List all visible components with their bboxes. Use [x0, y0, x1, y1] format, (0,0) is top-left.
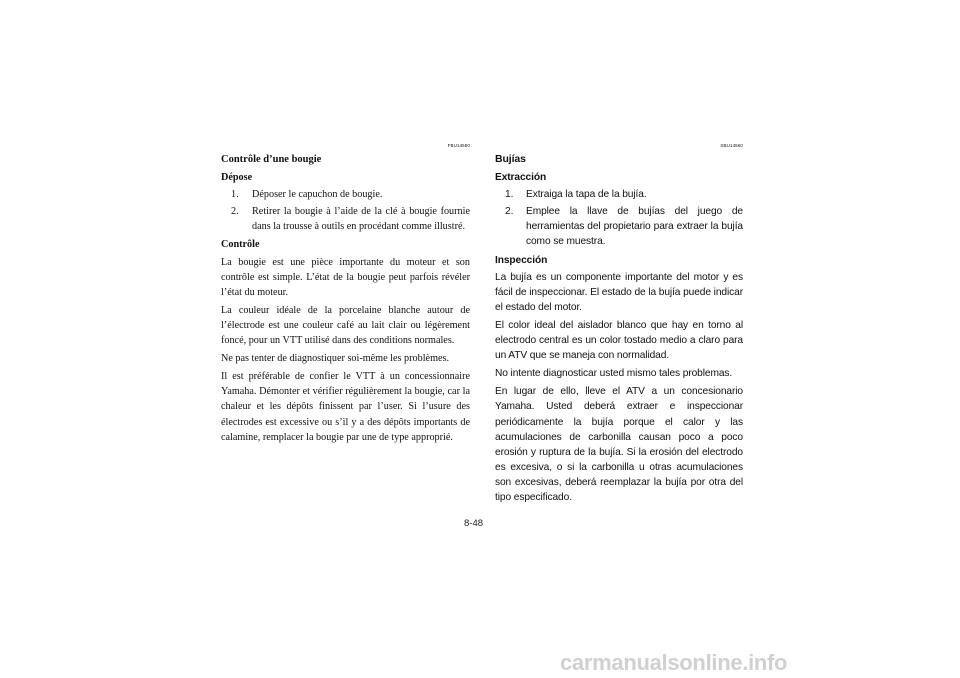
step-number: 1. — [231, 189, 239, 201]
removal-steps — [495, 187, 743, 249]
inspection-heading: Contrôle — [221, 239, 260, 251]
section-title: Bujías — [495, 153, 526, 165]
step-number: 2. — [505, 206, 514, 218]
list-item — [221, 204, 470, 234]
removal-steps — [221, 187, 470, 234]
section-code: FBU14550 — [447, 143, 470, 148]
page-number: 8-48 — [464, 518, 484, 529]
paragraph: La couleur idéale de la porcelaine blanche autour de l’électrode est une couleur café au lait clair ou légèrement foncé, pour un VTT utilisé dans des conditions normales. — [221, 304, 470, 347]
step-number: 2. — [231, 206, 239, 218]
step-text: Emplee la llave de bujías del juego de herramientas del propietario para extraer la bujía como se muestra. — [526, 206, 743, 248]
step-number: 1. — [505, 189, 514, 201]
step-text: Déposer le capuchon de bougie. — [252, 189, 383, 201]
spanish-column — [495, 142, 743, 508]
paragraph: El color ideal del aislador blanco que hay en torno al electrodo central es un color tostado medio a claro para un ATV que se maneja con normalidad. — [495, 319, 743, 362]
paragraph: No intente diagnosticar usted mismo tales problemas. — [495, 368, 733, 380]
list-item — [495, 204, 743, 249]
paragraph: La bougie est une pièce importante du moteur et son contrôle est simple. L’état de la bougie peut parfois révéler l’état du moteur. — [221, 256, 470, 298]
step-text: Retirer la bougie à l’aide de la clé à bougie fournie dans la trousse à outils en procédant comme illustré. — [252, 206, 470, 233]
removal-heading: Extracción — [495, 172, 547, 184]
paragraph: La bujía es un componente importante del motor y es fácil de inspeccionar. El estado de la bujía puede indicar el estado del motor. — [495, 271, 743, 313]
paragraph: Il est préférable de confier le VTT à un concessionnaire Yamaha. Démonter et vérifier régulièrement la bougie, car la chaleur et les dépôts finissent par l’user. Si l’usure des électrodes est excessive ou s’il y a des dépôts importants de calamine, remplacer la bougie par une de type approprié. — [221, 371, 470, 443]
section-title: Contrôle d’une bougie — [221, 154, 322, 165]
list-item — [221, 187, 470, 202]
french-column — [221, 142, 470, 448]
paragraph: Ne pas tenter de diagnostiquer soi-même les problèmes. — [221, 353, 450, 365]
section-code: SBU14560 — [720, 143, 743, 148]
list-item — [495, 187, 743, 202]
paragraph: En lugar de ello, lleve el ATV a un concesionario Yamaha. Usted deberá extraer e inspeccionar periódicamente la bujía porque el calor y las acumulaciones de carbonilla causan poco a poco erosión y ruptura de la bujía. Si la erosión del electrodo es excesiva, o si la carbonilla u otras acumulaciones son excesivas, deberá reemplazar la bujía por otra del tipo especificado. — [495, 386, 743, 503]
removal-heading: Dépose — [221, 172, 253, 184]
watermark[interactable]: carmanualsonline.info — [560, 650, 788, 675]
step-text: Extraiga la tapa de la bujía. — [526, 189, 647, 201]
inspection-heading: Inspección — [495, 254, 548, 266]
